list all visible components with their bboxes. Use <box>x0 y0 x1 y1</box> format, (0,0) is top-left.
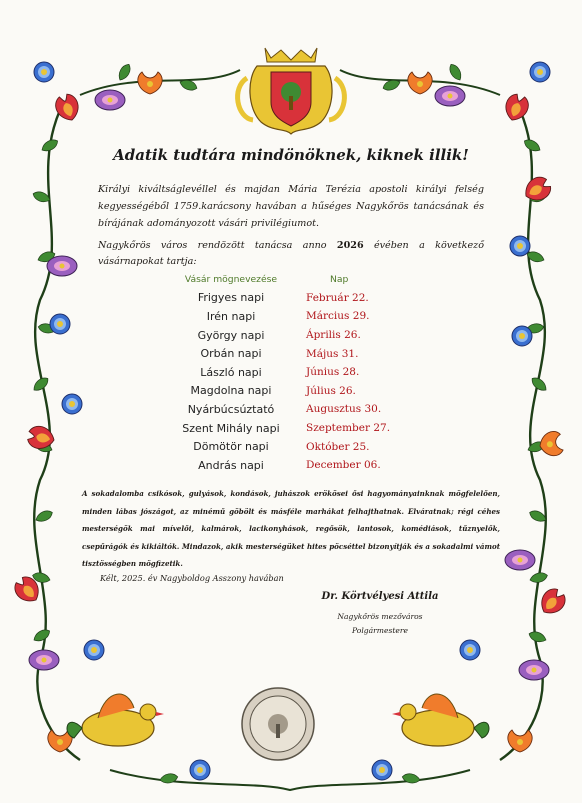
market-name-header: Vásár mögnevezése <box>184 273 278 285</box>
market-date: Április 26. <box>306 329 361 342</box>
market-intro-text: Nagykőrös város rendözött tanácsa anno <box>98 240 337 251</box>
market-name: Irén napi <box>206 309 256 323</box>
market-date: Május 31. <box>306 347 359 360</box>
market-name: László napi <box>200 365 262 379</box>
market-name: András napi <box>198 458 264 472</box>
market-row <box>172 437 412 456</box>
market-date: Október 25. <box>306 440 370 453</box>
market-row <box>172 363 412 382</box>
market-date: Július 26. <box>306 384 356 397</box>
market-date-header: Nap <box>330 273 349 285</box>
market-name: Frigyes napi <box>197 291 265 305</box>
market-row <box>172 419 412 438</box>
market-intro-text-end: évében a következő vásárnapokat tartja: <box>98 240 484 267</box>
market-date: Június 28. <box>306 366 360 379</box>
body-paragraph: A sokadalomba csikósok, gulyások, kondások, juhászok erökösei ősi hagyományainknak mögfelelően, minden lábas jószágot, az minémű göbölt és másféle marhákat felhajthatnak. Elváratnak; régi céhes mesterségök mai mívelői, kalmárok, lacikonyhások, regősök, lantosok, komédiások, tűznyelők, csepűrágók és kikiáltók. Mindazok, akik mesterségüket hites pöcséttel bizonyítják és a sokadalmi vámot tisztösségben mögfizetik. <box>82 489 500 568</box>
date-line: Kélt, 2025. év Nagyboldog Asszony havában <box>100 573 284 583</box>
market-row <box>172 400 412 419</box>
folk-bird-icon <box>67 694 164 746</box>
market-row <box>172 344 412 363</box>
market-row <box>172 307 412 326</box>
market-name: Szent Mihály napi <box>182 421 280 435</box>
market-date: Február 22. <box>306 291 369 304</box>
market-date: December 06. <box>306 459 381 472</box>
signer-role: Nagykőrös mezőváros <box>337 612 423 621</box>
market-year: 2026 <box>336 240 364 251</box>
folk-bird-icon <box>392 694 489 746</box>
market-name: György napi <box>197 328 265 342</box>
coat-of-arms-icon <box>238 48 345 134</box>
signer-title: Polgármestere <box>351 626 409 635</box>
document-title: Adatik tudtára mindönöknek, kiknek illik! <box>113 146 469 164</box>
market-row <box>172 289 412 308</box>
market-date: Szeptember 27. <box>306 422 391 435</box>
market-table-header <box>172 270 412 289</box>
market-name: Orbán napi <box>200 347 262 361</box>
market-name: Magdolna napi <box>190 384 272 398</box>
market-name: Dömötör napi <box>193 440 269 454</box>
market-table <box>172 270 412 475</box>
market-date: Március 29. <box>306 310 370 323</box>
market-intro <box>98 238 484 270</box>
market-row <box>172 326 412 345</box>
market-date: Augusztus 30. <box>306 403 382 416</box>
market-name: Nyárbúcsúztató <box>187 402 275 416</box>
market-row <box>172 382 412 401</box>
market-row <box>172 456 412 475</box>
town-seal-icon <box>242 688 314 760</box>
intro-paragraph: Királyi kiváltságlevéllel és majdan Mária Terézia apostoli királyi felség kegyességéből 1759.karácsony havában a hűséges Nagykőrös tanácsának és bírájának adományozott vásári privilégiumot. <box>98 184 484 229</box>
signer-name: Dr. Körtvélyesi Attila <box>321 591 439 602</box>
